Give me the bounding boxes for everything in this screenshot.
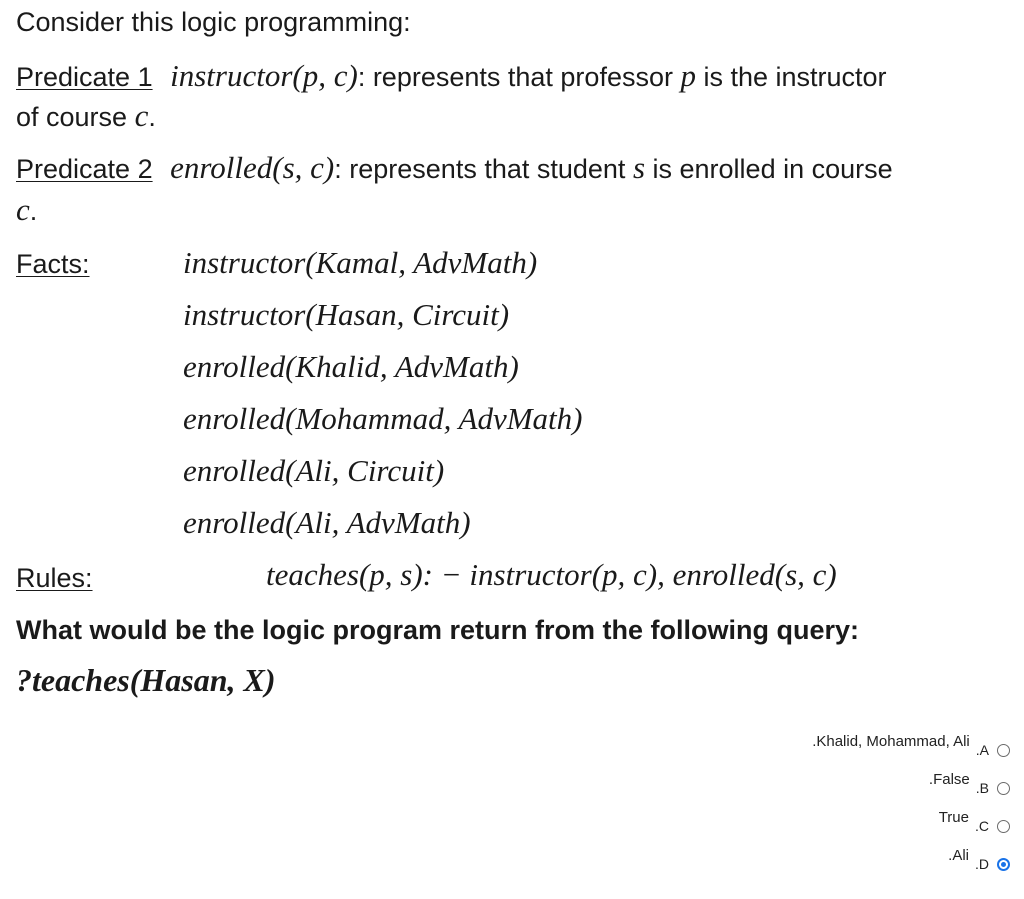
- option-c[interactable]: [939, 804, 1010, 834]
- option-a-text: .Khalid, Mohammad, Ali: [812, 733, 970, 750]
- rules-label: Rules:: [16, 563, 93, 593]
- predicate-2-formula: enrolled(s, c): [170, 150, 335, 185]
- facts-label: Facts:: [16, 249, 90, 279]
- option-b-radio[interactable]: [997, 782, 1010, 795]
- predicate-1-text: : represents that professor: [357, 62, 681, 92]
- option-d-letter: .D: [975, 856, 989, 872]
- fact-item: instructor(Hasan, Circuit): [183, 297, 510, 332]
- predicate-1-line2-prefix: of course: [16, 102, 135, 132]
- rules-label-line: [16, 560, 93, 596]
- predicate-1-line2-suffix: .: [148, 102, 156, 132]
- fact-item: enrolled(Ali, Circuit): [183, 453, 445, 488]
- option-a-letter: .A: [975, 742, 989, 758]
- predicate-2-line2: [16, 192, 37, 229]
- option-c-radio[interactable]: [997, 820, 1010, 833]
- predicate-1-text2: is the instructor: [695, 62, 887, 92]
- predicate-2-line2-var: c: [16, 192, 30, 227]
- predicate-2-text2: is enrolled in course: [645, 154, 893, 184]
- option-c-letter: .C: [975, 818, 989, 834]
- predicate-2-text: : represents that student: [334, 154, 633, 184]
- predicate-2-line2-suffix: .: [29, 196, 38, 226]
- option-d-text: .Ali: [948, 847, 969, 864]
- predicate-1-line2-var: c: [134, 98, 149, 133]
- predicate-1-label: Predicate 1: [16, 62, 153, 92]
- query-formula: ?teaches(Hasan, X): [16, 662, 276, 698]
- predicate-1-var: p: [680, 58, 696, 93]
- facts-label-line: [16, 246, 90, 282]
- option-c-text: True: [938, 809, 969, 826]
- question-text: What would be the logic program return from the following query:: [16, 615, 859, 645]
- option-b-letter: .B: [975, 780, 989, 796]
- fact-item: enrolled(Ali, AdvMath): [183, 505, 471, 540]
- option-a[interactable]: [812, 728, 1010, 758]
- rules-formula: teaches(p, s): − instructor(p, c), enrolled(s, c): [266, 557, 837, 592]
- option-d[interactable]: [948, 842, 1010, 872]
- query-line: [16, 662, 276, 700]
- fact-item: enrolled(Mohammad, AdvMath): [183, 401, 583, 436]
- fact-item: enrolled(Khalid, AdvMath): [183, 349, 519, 384]
- fact-item: instructor(Kamal, AdvMath): [183, 245, 538, 280]
- predicate-1-line2: [16, 98, 156, 135]
- predicate-2-line: [16, 150, 893, 187]
- predicate-2-label: Predicate 2: [16, 154, 153, 184]
- intro-text: Consider this logic programming:: [16, 7, 411, 37]
- option-b-text: .False: [928, 771, 970, 788]
- predicate-1-formula: instructor(p, c): [170, 58, 358, 93]
- option-b[interactable]: [929, 766, 1010, 796]
- option-d-radio[interactable]: [997, 858, 1010, 871]
- predicate-1-line: [16, 58, 887, 95]
- option-a-radio[interactable]: [997, 744, 1010, 757]
- predicate-2-var: s: [632, 150, 646, 185]
